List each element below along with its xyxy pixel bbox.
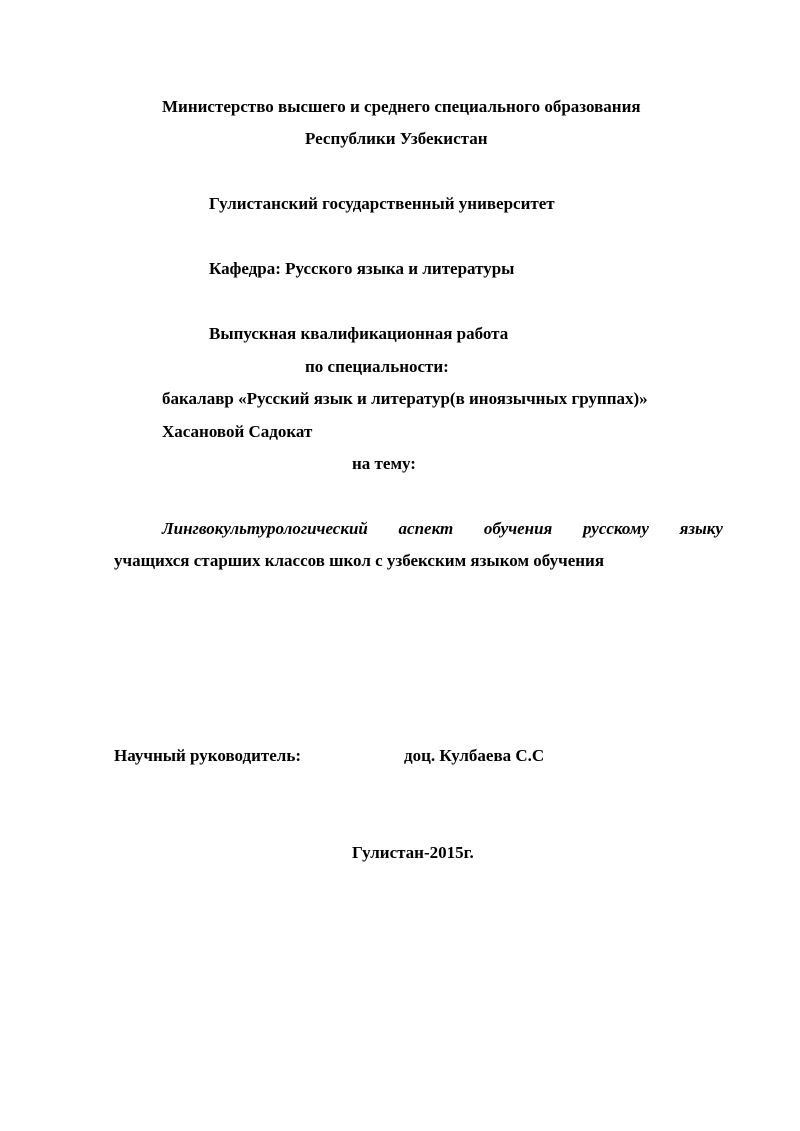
topic-line-1 <box>162 519 723 539</box>
ministry-line-1: Министерство высшего и среднего специального образования <box>162 97 641 116</box>
topic-word: языку <box>679 519 723 538</box>
supervisor-label: Научный руководитель: <box>114 746 301 765</box>
by-specialty-label: по специальности: <box>305 357 449 376</box>
topic-word: русскому <box>583 519 649 538</box>
supervisor-name: доц. Кулбаева С.С <box>404 746 545 765</box>
topic-line-2: учащихся старших классов школ с узбекским языком обучения <box>114 551 605 570</box>
work-type: Выпускная квалификационная работа <box>209 324 509 343</box>
author-name: Хасановой Садокат <box>162 422 313 441</box>
on-topic-label: на тему: <box>352 454 416 473</box>
topic-word: Лингвокультурологический <box>162 519 368 538</box>
specialty-name: бакалавр «Русский язык и литератур(в иноязычных группах)» <box>162 389 648 408</box>
topic-word: аспект <box>398 519 454 538</box>
ministry-line-2: Республики Узбекистан <box>305 129 488 148</box>
department-name: Кафедра: Русского языка и литературы <box>209 259 515 278</box>
city-year: Гулистан-2015г. <box>352 843 474 862</box>
university-name: Гулистанский государственный университет <box>209 194 555 213</box>
topic-word: обучения <box>483 519 553 538</box>
